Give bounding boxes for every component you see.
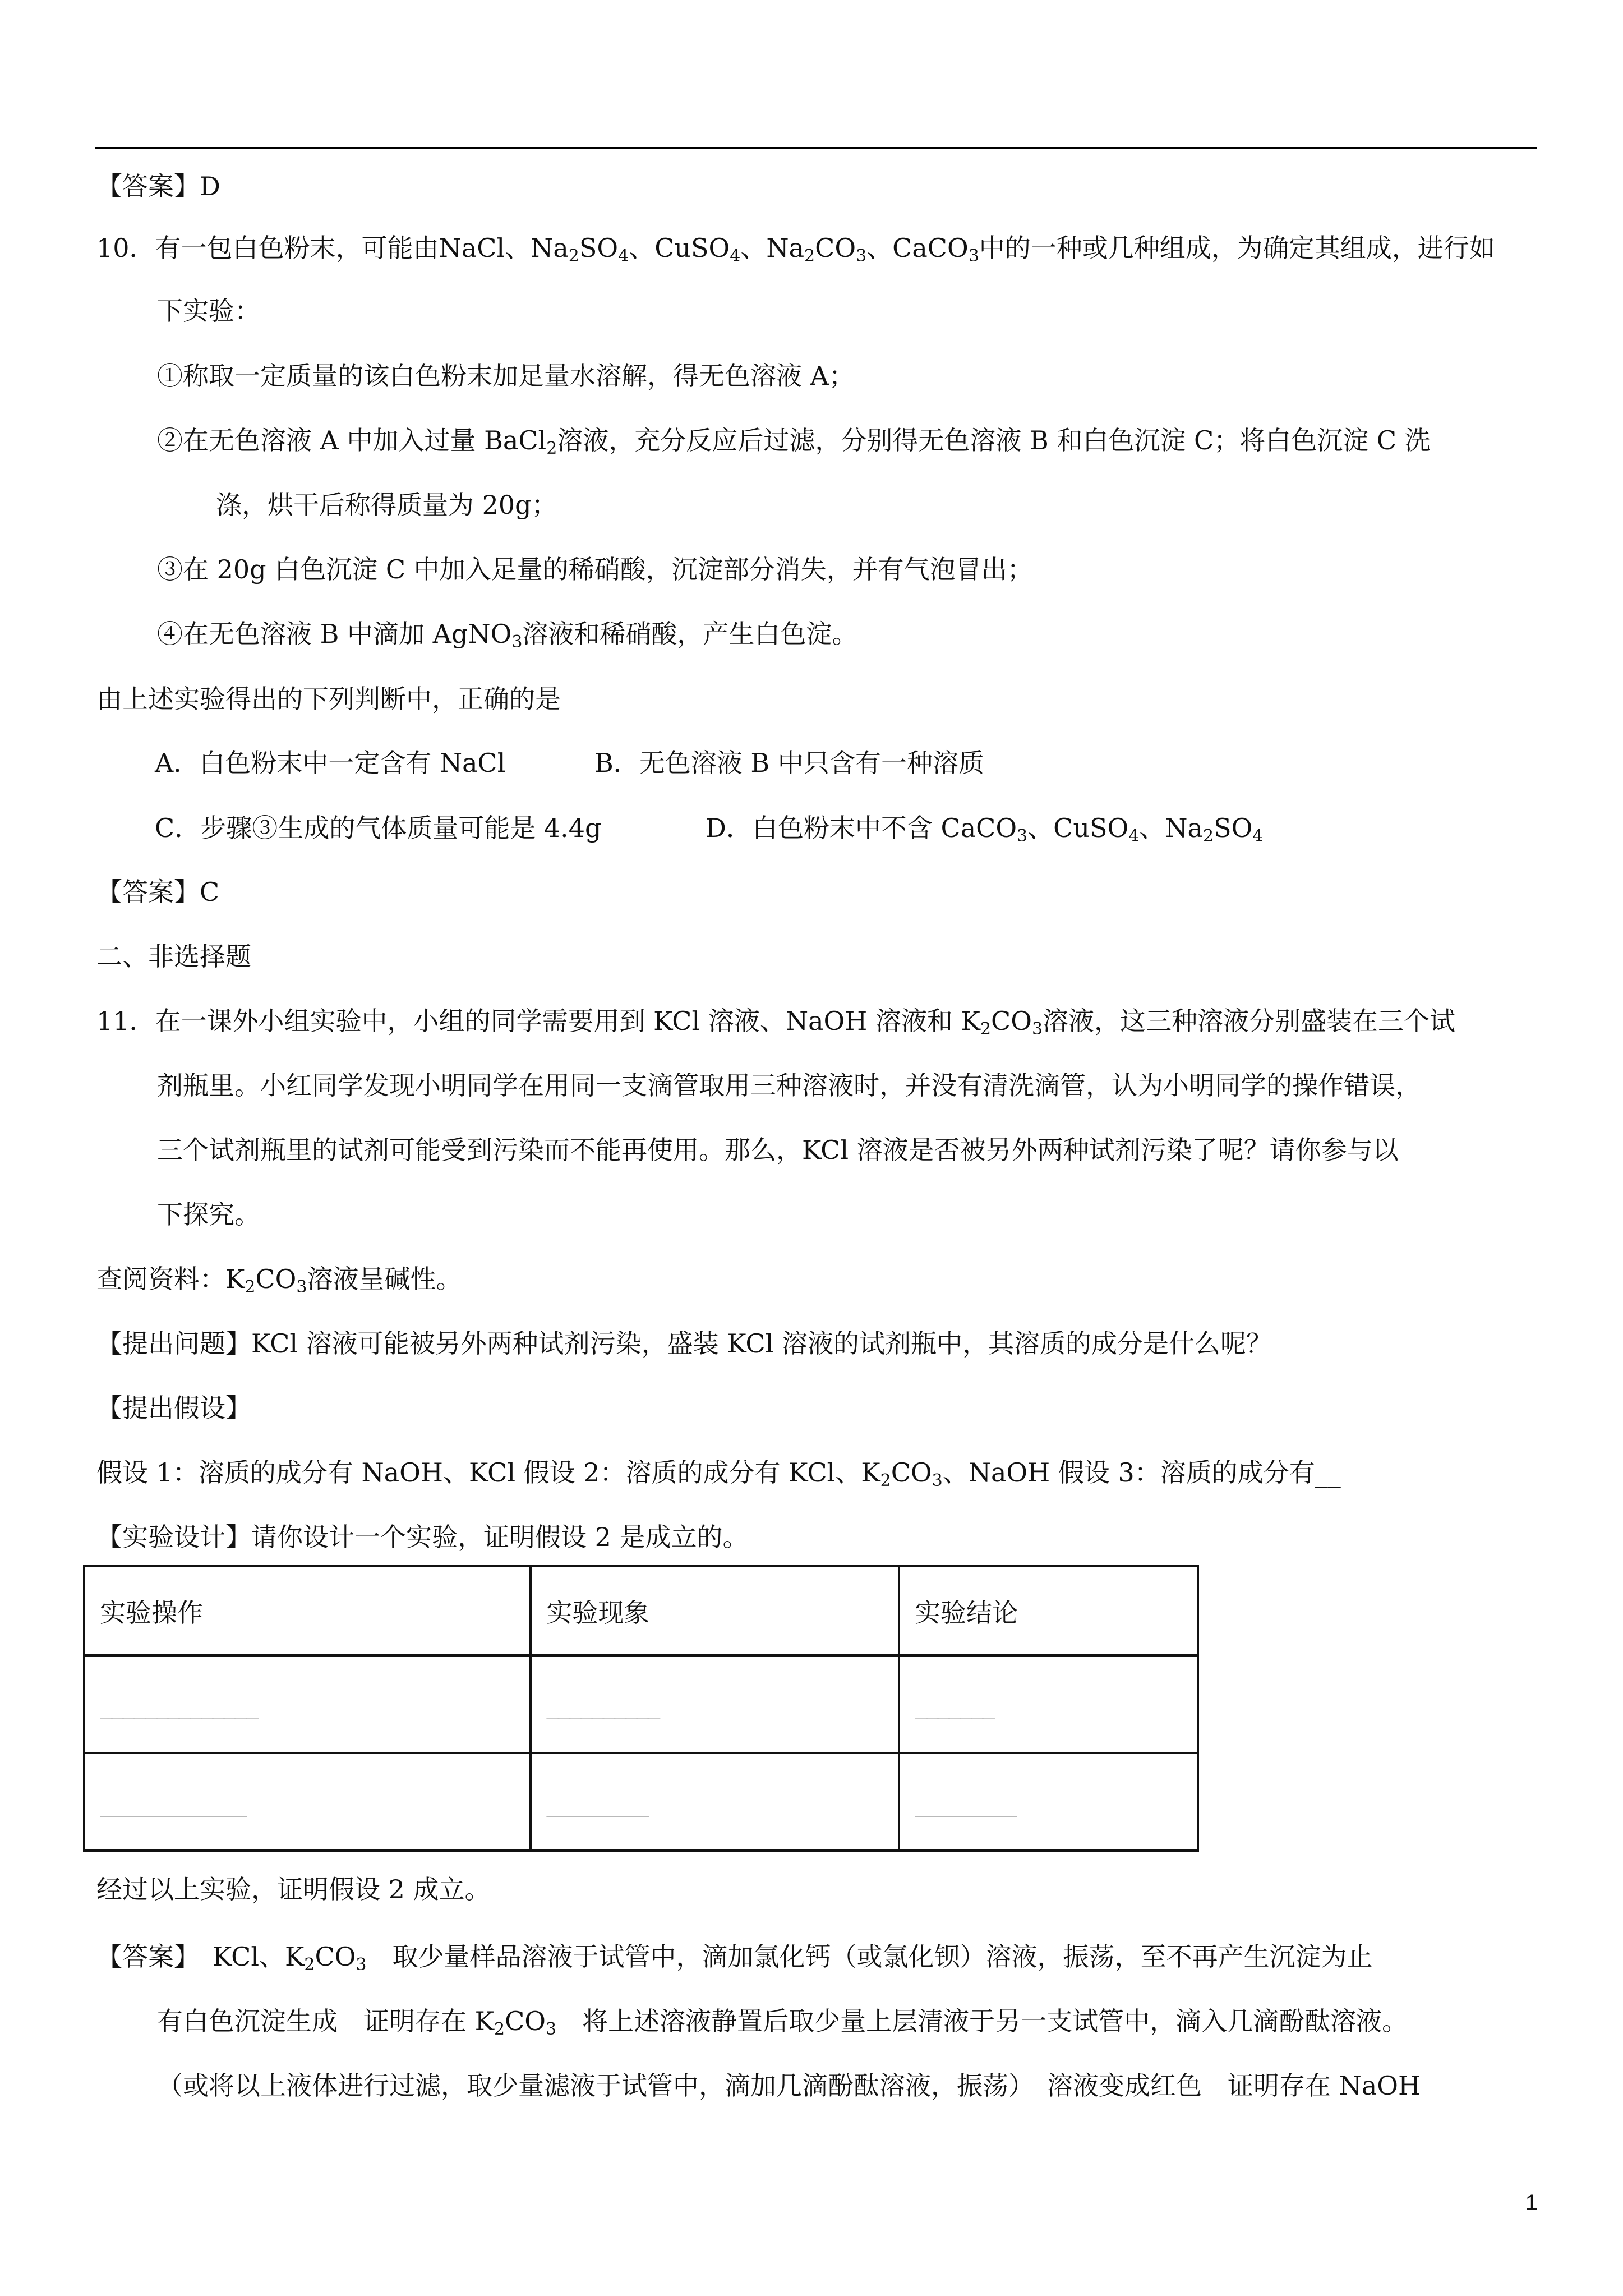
answer-blank[interactable]: ______________ <box>84 1655 531 1753</box>
q10-step-4: ④在无色溶液 B 中滴加 AgNO$_3$溶液和稀硝酸，产生白色淀。 <box>157 619 858 652</box>
header-rule <box>95 147 1537 149</box>
section-heading: 二、非选择题 <box>96 941 251 972</box>
table-header-row <box>84 1566 1198 1655</box>
table-row <box>84 1753 1198 1851</box>
answer-q9: 【答案】D <box>96 171 220 201</box>
q11-hypotheses: 假设 1：溶质的成分有 NaOH、KCl 假设 2：溶质的成分有 KCl、$K_2CO_3$、NaOH 假设 3：溶质的成分有__ <box>96 1457 1341 1490</box>
answer-blank[interactable]: _____________ <box>84 1753 531 1851</box>
q11-hypothesis-heading: 【提出假设】 <box>96 1393 251 1423</box>
q10-step-2-cont: 涤，烘干后称得质量为 20g； <box>216 490 557 520</box>
q10-option-b: B．无色溶液 B 中只含有一种溶质 <box>594 748 984 778</box>
q10-option-a: A．白色粉末中一定含有 NaCl <box>155 748 506 778</box>
q11-conclusion: 经过以上实验，证明假设 2 成立。 <box>96 1874 491 1904</box>
q10-step-3: ③在 20g 白色沉淀 C 中加入足量的稀硝酸，沉淀部分消失，并有气泡冒出； <box>157 554 1033 585</box>
page-number: 1 <box>1525 2191 1538 2215</box>
q11-reference: 查阅资料：$K_2CO_3$溶液呈碱性。 <box>96 1264 462 1297</box>
table-row <box>84 1655 1198 1753</box>
q10-step-2: ②在无色溶液 A 中加入过量 BaCl$_2$溶液，充分反应后过滤，分别得无色溶液 B 和白色沉淀 C；将白色沉淀 C 洗 <box>157 425 1431 458</box>
q10-stem: 10．有一包白色粉末，可能由NaCl、$Na_2SO_4$、CuSO$_4$、$Na_2CO_3$、CaCO$_3$中的一种或几种组成，为确定其组成，进行如 <box>96 233 1495 266</box>
q11-question: 【提出问题】KCl 溶液可能被另外两种试剂污染，盛装 KCl 溶液的试剂瓶中，其溶质的成分是什么呢？ <box>96 1328 1272 1359</box>
q11-design: 【实验设计】请你设计一个实验，证明假设 2 是成立的。 <box>96 1522 749 1552</box>
answer-blank[interactable]: _________ <box>899 1753 1198 1851</box>
q10-option-d: D．白色粉末中不含 CaCO$_3$、CuSO$_4$、$Na_2SO_4$ <box>706 813 1264 846</box>
answer-q11-line-3: （或将以上液体进行过滤，取少量滤液于试管中，滴加几滴酚酞溶液，振荡） 溶液变成红色 证明存在 NaOH <box>157 2070 1421 2101</box>
table-header-cell: 实验现象 <box>531 1566 899 1655</box>
q11-stem-line-4: 下探究。 <box>157 1199 260 1230</box>
q10-prompt: 由上述实验得出的下列判断中，正确的是 <box>96 684 561 714</box>
q11-stem-line-2: 剂瓶里。小红同学发现小明同学在用同一支滴管取用三种溶液时，并没有清洗滴管，认为小明同学的操作错误， <box>157 1070 1421 1101</box>
answer-blank[interactable]: __________ <box>531 1655 899 1753</box>
q10-option-c: C．步骤③生成的气体质量可能是 4.4g <box>155 813 602 843</box>
q11-stem: 11．在一课外小组实验中，小组的同学需要用到 KCl 溶液、NaOH 溶液和 $K_2CO_3$溶液，这三种溶液分别盛装在三个试 <box>96 1006 1456 1039</box>
answer-blank[interactable]: _______ <box>899 1655 1198 1753</box>
answer-q10: 【答案】C <box>96 877 220 907</box>
q11-stem-line-3: 三个试剂瓶里的试剂可能受到污染而不能再使用。那么，KCl 溶液是否被另外两种试剂污染了呢？请你参与以 <box>157 1135 1399 1165</box>
q10-stem-cont: 下实验： <box>157 296 260 326</box>
table-header-cell: 实验结论 <box>899 1566 1198 1655</box>
experiment-table <box>83 1565 1199 1852</box>
table-header-cell: 实验操作 <box>84 1566 531 1655</box>
answer-blank[interactable]: _________ <box>531 1753 899 1851</box>
answer-q11-line-2: 有白色沉淀生成 证明存在 $K_2CO_3$ 将上述溶液静置后取少量上层清液于另一支试管中，滴入几滴酚酞溶液。 <box>157 2006 1408 2039</box>
answer-q11: 【答案】 KCl、$K_2CO_3$ 取少量样品溶液于试管中，滴加氯化钙（或氯化钡）溶液，振荡，至不再产生沉淀为止 <box>96 1941 1373 1975</box>
q10-step-1: ①称取一定质量的该白色粉末加足量水溶解，得无色溶液 A； <box>157 361 855 391</box>
